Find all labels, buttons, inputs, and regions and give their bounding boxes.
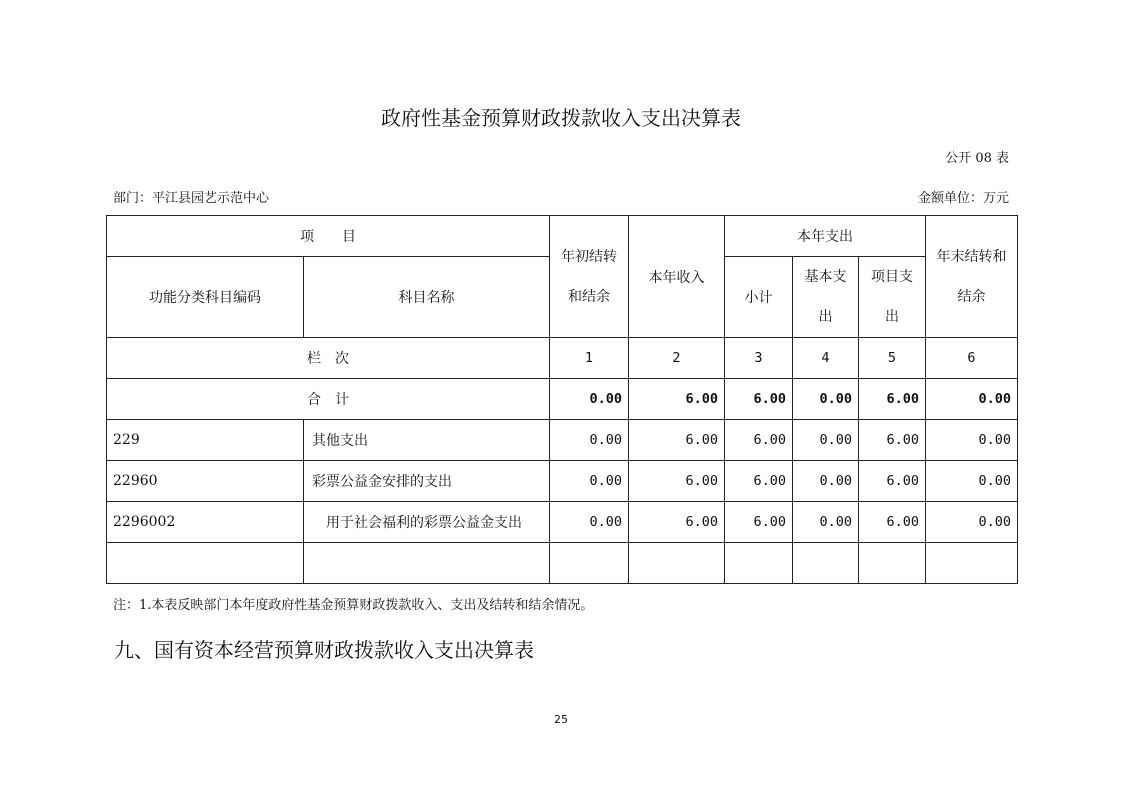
empty-cell <box>725 543 793 584</box>
value-cell: 0.00 <box>793 502 859 543</box>
value-cell: 6.00 <box>629 502 725 543</box>
section-heading: 九、国有资本经营预算财政拨款收入支出决算表 <box>114 638 534 662</box>
table-row <box>107 420 1018 461</box>
total-cell: 0.00 <box>550 379 629 420</box>
value-cell: 6.00 <box>725 420 793 461</box>
value-cell: 0.00 <box>550 461 629 502</box>
header-subtotal: 小计 <box>725 257 793 338</box>
total-label: 合 计 <box>107 379 550 420</box>
table-row <box>107 502 1018 543</box>
empty-cell <box>859 543 926 584</box>
subject-name-cell: 彩票公益金安排的支出 <box>304 461 550 502</box>
total-cell: 6.00 <box>859 379 926 420</box>
index-col: 4 <box>793 338 859 379</box>
empty-cell <box>629 543 725 584</box>
table-note: 注：1.本表反映部门本年度政府性基金预算财政拨款收入、支出及结转和结余情况。 <box>113 598 594 613</box>
value-cell: 6.00 <box>859 502 926 543</box>
header-func-code: 功能分类科目编码 <box>107 257 304 338</box>
fund-table <box>106 215 1018 584</box>
header-carry-end: 年末结转和结余 <box>926 216 1018 338</box>
header-item: 项 目 <box>107 216 550 257</box>
header-expense: 本年支出 <box>725 216 926 257</box>
form-id: 公开 08 表 <box>945 151 1009 166</box>
index-col: 6 <box>926 338 1018 379</box>
subject-name-cell: 其他支出 <box>304 420 550 461</box>
value-cell: 0.00 <box>550 502 629 543</box>
index-row <box>107 338 1018 379</box>
page-number: 25 <box>554 713 568 726</box>
total-row <box>107 379 1018 420</box>
value-cell: 0.00 <box>926 420 1018 461</box>
value-cell: 6.00 <box>725 502 793 543</box>
table-row <box>107 461 1018 502</box>
header-project: 项目支出 <box>859 257 926 338</box>
value-cell: 6.00 <box>859 420 926 461</box>
value-cell: 0.00 <box>550 420 629 461</box>
total-cell: 6.00 <box>629 379 725 420</box>
empty-row <box>107 543 1018 584</box>
value-cell: 0.00 <box>926 461 1018 502</box>
value-cell: 0.00 <box>793 420 859 461</box>
department-label: 部门：平江县园艺示范中心 <box>113 191 270 206</box>
empty-cell <box>926 543 1018 584</box>
index-col: 5 <box>859 338 926 379</box>
header-carry-begin: 年初结转和结余 <box>550 216 629 338</box>
empty-cell <box>107 543 304 584</box>
func-code-cell: 2296002 <box>107 502 304 543</box>
empty-cell <box>304 543 550 584</box>
header-basic: 基本支出 <box>793 257 859 338</box>
value-cell: 0.00 <box>926 502 1018 543</box>
empty-cell <box>550 543 629 584</box>
func-code-cell: 229 <box>107 420 304 461</box>
header-subject-name: 科目名称 <box>304 257 550 338</box>
total-cell: 0.00 <box>793 379 859 420</box>
value-cell: 6.00 <box>859 461 926 502</box>
index-col: 3 <box>725 338 793 379</box>
header-row-1 <box>107 216 1018 257</box>
index-label: 栏 次 <box>107 338 550 379</box>
func-code-cell: 22960 <box>107 461 304 502</box>
total-cell: 6.00 <box>725 379 793 420</box>
index-col: 2 <box>629 338 725 379</box>
value-cell: 6.00 <box>629 461 725 502</box>
amount-unit-label: 金额单位：万元 <box>917 191 1009 206</box>
value-cell: 6.00 <box>629 420 725 461</box>
total-cell: 0.00 <box>926 379 1018 420</box>
empty-cell <box>793 543 859 584</box>
value-cell: 6.00 <box>725 461 793 502</box>
page-title: 政府性基金预算财政拨款收入支出决算表 <box>381 106 741 130</box>
index-col: 1 <box>550 338 629 379</box>
subject-name-cell: 用于社会福利的彩票公益金支出 <box>304 502 550 543</box>
value-cell: 0.00 <box>793 461 859 502</box>
header-income: 本年收入 <box>629 216 725 338</box>
